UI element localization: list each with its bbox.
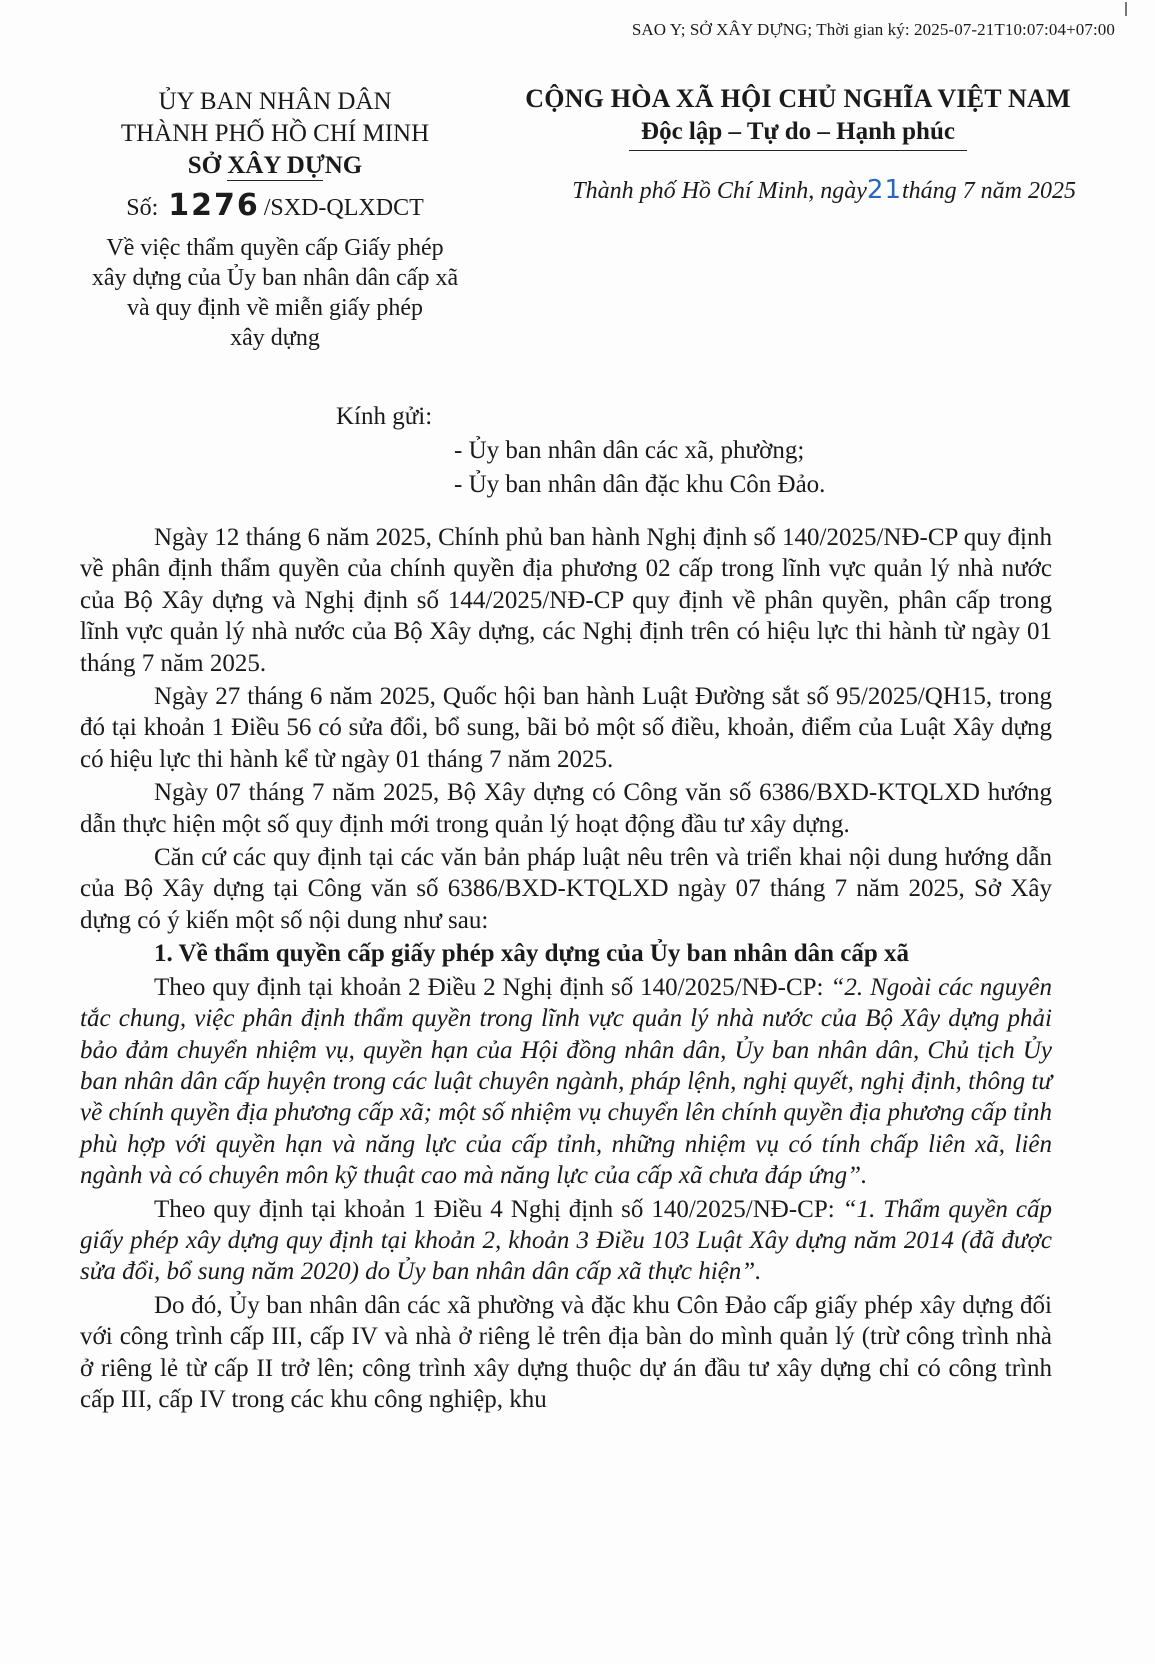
- subject-line: xây dựng: [230, 325, 320, 351]
- issuing-authority-block: [60, 86, 490, 353]
- document-subject: [60, 233, 490, 353]
- scan-mark: [1125, 2, 1127, 16]
- recipient-item: - Ủy ban nhân dân đặc khu Côn Đảo.: [454, 471, 826, 498]
- subject-line: xây dựng của Ủy ban nhân dân cấp xã: [91, 265, 459, 291]
- quoted-text: “1. Thẩm quyền cấp giấy phép xây dựng quy định tại khoản 2, khoản 3 Điều 103 Luật Xây dựng năm 2014 (đã được sửa đổi, bổ sung năm 2020) do Ủy ban nhân dân cấp xã thực hiện”.: [80, 1195, 1052, 1286]
- paragraph-lead: Theo quy định tại khoản 1 Điều 4 Nghị định số 140/2025/NĐ-CP:: [154, 1195, 843, 1223]
- subject-line: Về việc thẩm quyền cấp Giấy phép: [106, 235, 444, 261]
- authority-line-1: ỦY BAN NHÂN DÂN: [158, 88, 392, 115]
- body-paragraph: Căn cứ các quy định tại các văn bản pháp luật nêu trên và triển khai nội dung hướng dẫn của Bộ Xây dựng tại Công văn số 6386/BXD-KTQLXD ngày 07 tháng 7 năm 2025, Sở Xây dựng có ý kiến một số nội dung như sau:: [80, 844, 1052, 934]
- national-title: CỘNG HÒA XÃ HỘI CHỦ NGHĨA VIỆT NAM: [525, 84, 1071, 113]
- recipient-item: - Ủy ban nhân dân các xã, phường;: [454, 437, 805, 464]
- body-paragraph: [80, 972, 1052, 1192]
- section-heading: 1. Về thẩm quyền cấp giấy phép xây dựng của Ủy ban nhân dân cấp xã: [154, 940, 910, 968]
- paragraph-lead: Theo quy định tại khoản 2 Điều 2 Nghị định số 140/2025/NĐ-CP:: [154, 973, 831, 1001]
- place-date-suffix: tháng 7 năm 2025: [902, 178, 1076, 204]
- quoted-text: “2. Ngoài các nguyên tắc chung, việc phân định thẩm quyền trong lĩnh vực quản lý nhà nước của Bộ Xây dựng phải bảo đảm chuyển nhiệm vụ, quyền hạn của Hội đồng nhân dân, Ủy ban nhân dân, Chủ tịch Ủy ban nhân dân cấp huyện trong các luật chuyên ngành, pháp lệnh, nghị quyết, nghị định, thông tư về chính quyền địa phương cấp xã; một số nhiệm vụ chuyển lên chính quyền địa phương cấp tỉnh phù hợp với quyền hạn và năng lực của cấp tỉnh, những nhiệm vụ có tính chấp liên xã, liên ngành và có chuyên môn kỹ thuật cao mà năng lực của cấp xã chưa đáp ứng”.: [80, 973, 1052, 1190]
- doc-number-label: Số:: [126, 195, 159, 221]
- body-paragraph: Do đó, Ủy ban nhân dân các xã phường và đặc khu Côn Đảo cấp giấy phép xây dựng đối với công trình cấp III, cấp IV và nhà ở riêng lẻ trên địa bàn do mình quản lý (trừ công trình nhà ở riêng lẻ từ cấp II trở lên; công trình xây dựng thuộc dự án đầu tư xây dựng chỉ có công trình cấp III, cấp IV trong các khu công nghiệp, khu: [80, 1291, 1052, 1413]
- department-underline: [227, 180, 323, 181]
- place-date-prefix: Thành phố Hồ Chí Minh, ngày: [572, 178, 867, 204]
- recipients-label: Kính gửi:: [336, 403, 433, 430]
- motto-underline: [629, 150, 967, 151]
- authority-line-2: THÀNH PHỐ HỒ CHÍ MINH: [120, 120, 430, 147]
- digital-signature-stamp: SAO Y; SỞ XÂY DỰNG; Thời gian ký: 2025-07-21T10:07:04+07:00: [631, 20, 1115, 39]
- body-paragraph: Ngày 07 tháng 7 năm 2025, Bộ Xây dựng có Công văn số 6386/BXD-KTQLXD hướng dẫn thực hiện một số quy định mới trong quản lý hoạt động đầu tư xây dựng.: [80, 779, 1052, 838]
- doc-number-suffix: /SXD-QLXDCT: [263, 195, 424, 221]
- body-paragraph: Ngày 12 tháng 6 năm 2025, Chính phủ ban hành Nghị định số 140/2025/NĐ-CP quy định về phân định thẩm quyền của chính quyền địa phương 02 cấp trong lĩnh vực quản lý nhà nước của Bộ Xây dựng và Nghị định số 144/2025/NĐ-CP quy định về phân quyền, phân cấp trong lĩnh vực quản lý nhà nước của Bộ Xây dựng, các Nghị định trên có hiệu lực thi hành từ ngày 01 tháng 7 năm 2025.: [80, 524, 1052, 677]
- recipients-block: [336, 400, 825, 502]
- body-paragraph: Ngày 27 tháng 6 năm 2025, Quốc hội ban hành Luật Đường sắt số 95/2025/QH15, trong đó tại khoản 1 Điều 56 có sửa đổi, bổ sung, bãi bỏ một số điều, khoản, điểm của Luật Xây dựng có hiệu lực thi hành kể từ ngày 01 tháng 7 năm 2025.: [80, 683, 1052, 773]
- national-header-block: [488, 82, 1108, 206]
- doc-number-value: 1276: [168, 188, 260, 223]
- document-body: [80, 522, 1052, 1417]
- subject-line: và quy định về miễn giấy phép: [127, 295, 423, 321]
- document-number: [60, 189, 490, 225]
- department-name: SỞ XÂY DỰNG: [187, 152, 363, 179]
- handwritten-day: 21: [866, 175, 902, 205]
- body-paragraph: [80, 1194, 1052, 1288]
- place-and-date: [488, 175, 1108, 206]
- national-motto: Độc lập – Tự do – Hạnh phúc: [641, 118, 955, 145]
